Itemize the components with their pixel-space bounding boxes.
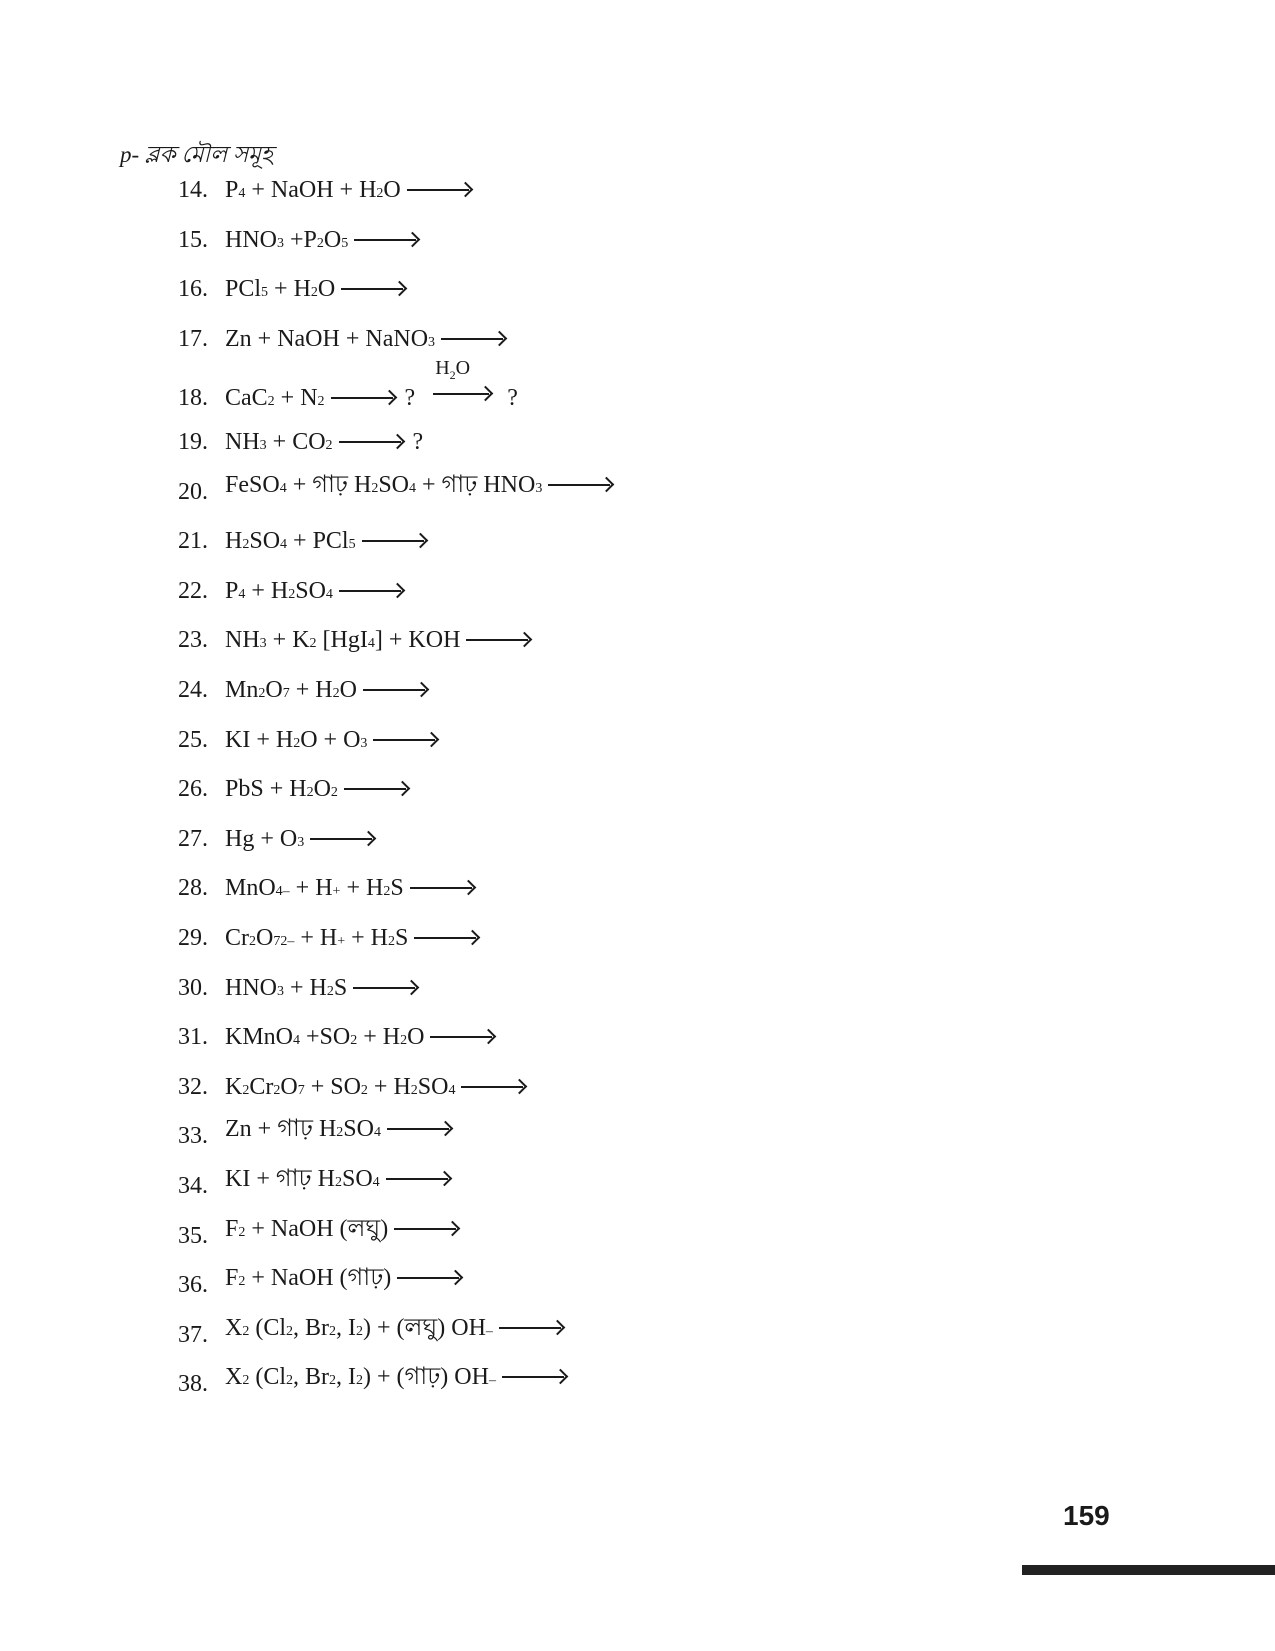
reaction-arrow-icon bbox=[414, 937, 476, 939]
formula-text: SO bbox=[343, 1116, 374, 1143]
reaction-equation: KI + গাঢ় H 2 SO 4 bbox=[225, 1160, 454, 1200]
formula-text: + NaOH (লঘু) bbox=[245, 1215, 389, 1242]
reaction-arrow-icon bbox=[362, 540, 424, 542]
reaction-number: 38. bbox=[178, 1371, 208, 1398]
reaction-equation: KMnO 4 +SO 2 + H 2 O bbox=[225, 1024, 498, 1051]
reaction-arrow-icon bbox=[548, 484, 610, 486]
formula-text: ) + (লঘু) OH bbox=[363, 1314, 486, 1341]
formula-text: O bbox=[280, 1073, 298, 1100]
formula-text: SO bbox=[378, 471, 410, 498]
reaction-equation: HNO 3 +P 2 O 5 bbox=[225, 227, 422, 254]
formula-text: [HgI bbox=[316, 627, 368, 654]
reaction-number: 34. bbox=[178, 1173, 208, 1199]
formula-text: S bbox=[395, 925, 409, 951]
formula-text: SO bbox=[341, 1166, 373, 1192]
formula-text: KMnO bbox=[225, 1024, 294, 1051]
formula-text: + H bbox=[367, 1073, 411, 1100]
reaction-arrow-icon bbox=[466, 639, 528, 641]
formula-text: +P bbox=[284, 226, 317, 253]
reaction-arrow-icon bbox=[344, 788, 406, 790]
formula-text: CaC bbox=[225, 385, 268, 412]
reaction-equation: CaC 2 + N 2 ? $H_2O$ ? bbox=[225, 357, 518, 412]
reaction-equation: X 2 (Cl 2 , Br 2 , I 2 ) + (লঘু) OH – bbox=[225, 1309, 567, 1349]
formula-text: + গাঢ় H bbox=[286, 471, 372, 498]
reaction-arrow-icon bbox=[354, 239, 416, 241]
reaction-arrow-icon bbox=[339, 590, 401, 592]
reaction-arrow-icon bbox=[331, 397, 393, 399]
formula-text: O bbox=[317, 276, 336, 303]
reagent-label-visual: $H_2O$ bbox=[435, 357, 471, 383]
formula-text: O bbox=[383, 177, 401, 203]
formula-text: P bbox=[225, 577, 239, 604]
formula-text: O bbox=[256, 925, 274, 951]
formula-text: NH bbox=[225, 429, 260, 455]
formula-text: + গাঢ় HNO bbox=[416, 471, 536, 498]
formula-text: NH bbox=[225, 627, 260, 654]
formula-text: (Cl bbox=[249, 1364, 287, 1391]
formula-text: ? bbox=[398, 385, 422, 412]
formula-text: S bbox=[390, 875, 404, 902]
reaction-number: 31. bbox=[178, 1024, 208, 1051]
reaction-arrow-icon bbox=[433, 393, 489, 395]
reaction-number: 26. bbox=[178, 776, 208, 803]
reaction-equation: Zn + NaOH + NaNO 3 bbox=[225, 326, 509, 353]
reaction-number: 20. bbox=[178, 478, 208, 505]
reaction-equation: F 2 + NaOH (গাঢ়) bbox=[225, 1259, 465, 1299]
reaction-number: 28. bbox=[178, 875, 208, 902]
reaction-arrow-icon bbox=[386, 1178, 448, 1180]
reaction-arrow-icon bbox=[461, 1086, 523, 1088]
reaction-equation: P 4 + NaOH + H 2 O bbox=[225, 177, 475, 204]
formula-text: S bbox=[333, 974, 348, 1001]
formula-text: X bbox=[225, 1364, 243, 1391]
formula-text: + NaOH (গাঢ়) bbox=[245, 1265, 392, 1292]
formula-text: O bbox=[313, 776, 331, 803]
formula-text: + H bbox=[289, 875, 333, 902]
formula-text: Zn + গাঢ় H bbox=[225, 1116, 337, 1143]
reaction-number: 36. bbox=[178, 1272, 208, 1299]
reaction-equation: Zn + গাঢ় H 2 SO 4 bbox=[225, 1110, 455, 1150]
reaction-equation: K 2 Cr 2 O 7 + SO 2 + H 2 SO 4 bbox=[225, 1074, 529, 1101]
page-number: 159 bbox=[1063, 1500, 1110, 1531]
formula-text: + H bbox=[289, 677, 333, 703]
reaction-number: 24. bbox=[178, 677, 208, 703]
formula-text: + H bbox=[340, 875, 384, 902]
reaction-arrow-icon bbox=[441, 338, 503, 340]
reaction-number: 30. bbox=[178, 974, 208, 1001]
formula-text: + PCl bbox=[287, 528, 349, 555]
reaction-equation: X 2 (Cl 2 , Br 2 , I 2 ) + (গাঢ়) OH – bbox=[225, 1358, 570, 1398]
formula-text: O bbox=[407, 1024, 425, 1051]
reaction-equation: FeSO 4 + গাঢ় H 2 SO 4 + গাঢ় HNO 3 bbox=[225, 466, 616, 506]
reaction-number: 25. bbox=[178, 726, 208, 753]
running-head: p- ব্লক মৌল সমূহ bbox=[120, 142, 273, 167]
reaction-equation: P 4 + H 2 SO 4 bbox=[225, 578, 407, 605]
formula-text: Cr bbox=[249, 1073, 274, 1100]
reaction-equation: F 2 + NaOH (লঘু) bbox=[225, 1210, 462, 1250]
formula-text: + H bbox=[245, 577, 289, 604]
formula-text: + H bbox=[357, 1024, 401, 1051]
formula-text: , I bbox=[336, 1314, 357, 1341]
reaction-equation: PCl 5 + H 2 O bbox=[225, 276, 409, 303]
formula-text: MnO bbox=[225, 875, 276, 902]
reaction-number: 33. bbox=[178, 1123, 208, 1150]
formula-text: ? bbox=[501, 385, 518, 412]
footer-rule bbox=[1022, 1565, 1275, 1575]
formula-text: + K bbox=[266, 627, 310, 654]
reaction-number: 37. bbox=[178, 1321, 208, 1348]
reaction-equation: Mn 2 O 7 + H 2 O bbox=[225, 677, 431, 704]
formula-text: F bbox=[225, 1265, 239, 1292]
reaction-number: 22. bbox=[178, 577, 208, 604]
formula-text: O bbox=[339, 677, 357, 703]
reaction-number: 35. bbox=[178, 1222, 208, 1249]
formula-text: Cr bbox=[225, 925, 249, 951]
formula-text: , Br bbox=[293, 1364, 330, 1391]
formula-text: O + O bbox=[300, 726, 361, 753]
formula-text: SO bbox=[417, 1073, 449, 1100]
reaction-arrow-icon bbox=[499, 1327, 561, 1329]
formula-text: FeSO bbox=[225, 471, 280, 498]
formula-text: SO bbox=[249, 528, 281, 555]
reaction-arrow-icon bbox=[407, 189, 469, 191]
formula-text: KI + গাঢ় H bbox=[225, 1166, 335, 1192]
reaction-arrow-icon bbox=[373, 739, 435, 741]
formula-text: SO bbox=[295, 577, 326, 604]
reaction-arrow-icon bbox=[397, 1277, 459, 1279]
reaction-arrow-icon bbox=[394, 1228, 456, 1230]
reaction-equation: NH 3 + K 2 [HgI 4 ] + KOH bbox=[225, 627, 534, 654]
reaction-equation: HNO 3 + H 2 S bbox=[225, 975, 421, 1002]
formula-text: X bbox=[225, 1314, 243, 1341]
formula-text: + H bbox=[345, 925, 388, 951]
formula-text: F bbox=[225, 1215, 239, 1242]
reaction-equation: PbS + H 2 O 2 bbox=[225, 776, 412, 803]
reaction-arrow-icon bbox=[310, 838, 372, 840]
formula-text: O bbox=[265, 677, 283, 703]
reaction-number: 16. bbox=[178, 276, 208, 303]
reaction-arrow-icon bbox=[339, 441, 401, 443]
formula-text: ) + (গাঢ়) OH bbox=[363, 1364, 489, 1391]
formula-text: HNO bbox=[225, 974, 277, 1001]
formula-text: Hg + O bbox=[225, 825, 298, 852]
reaction-number: 14. bbox=[178, 177, 208, 203]
formula-text: + H bbox=[294, 925, 338, 951]
reaction-arrow-icon bbox=[430, 1036, 492, 1038]
reaction-number: 23. bbox=[178, 627, 208, 654]
reaction-number: 21. bbox=[178, 528, 208, 555]
formula-text: Mn bbox=[225, 677, 259, 703]
reaction-equation: H 2 SO 4 + PCl 5 bbox=[225, 528, 430, 555]
formula-text: Zn + NaOH + NaNO bbox=[225, 325, 429, 352]
reagent-over-arrow bbox=[427, 357, 495, 412]
formula-text: KI + H bbox=[225, 726, 294, 753]
formula-text: + NaOH + H bbox=[245, 177, 377, 203]
reaction-arrow-icon bbox=[502, 1376, 564, 1378]
reaction-equation: Hg + O 3 bbox=[225, 826, 378, 853]
formula-text: P bbox=[225, 177, 239, 203]
reaction-number: 32. bbox=[178, 1073, 208, 1100]
formula-text: +SO bbox=[300, 1024, 351, 1051]
formula-text: ? bbox=[406, 429, 424, 455]
formula-text: + H bbox=[284, 974, 327, 1001]
formula-text: + N bbox=[274, 385, 318, 412]
reaction-number: 27. bbox=[178, 825, 208, 852]
reaction-number: 19. bbox=[178, 429, 208, 455]
formula-text: + SO bbox=[304, 1073, 361, 1100]
reaction-equation: MnO 4 – + H + + H 2 S bbox=[225, 875, 478, 902]
reaction-equation: Cr 2 O 7 2– + H + + H 2 S bbox=[225, 925, 482, 952]
formula-text: PbS + H bbox=[225, 776, 307, 803]
formula-text: PCl bbox=[225, 276, 262, 303]
formula-text: + H bbox=[268, 276, 311, 303]
reaction-arrow-icon bbox=[387, 1128, 449, 1130]
reaction-number: 15. bbox=[178, 226, 208, 253]
reaction-number: 18. bbox=[178, 385, 208, 412]
reaction-number: 29. bbox=[178, 925, 208, 951]
formula-text: ] + KOH bbox=[374, 627, 461, 654]
reaction-arrow-icon bbox=[410, 887, 472, 889]
formula-text: (Cl bbox=[249, 1314, 287, 1341]
reaction-number: 17. bbox=[178, 325, 208, 352]
reaction-equation: KI + H 2 O + O 3 bbox=[225, 727, 441, 754]
formula-text: , I bbox=[336, 1364, 357, 1391]
reaction-equation: NH 3 + CO 2 ? bbox=[225, 429, 424, 455]
reaction-arrow-icon bbox=[341, 288, 403, 290]
formula-text: + CO bbox=[266, 429, 326, 455]
formula-text: , Br bbox=[293, 1314, 330, 1341]
reaction-arrow-icon bbox=[363, 689, 425, 691]
reaction-arrow-icon bbox=[353, 987, 415, 989]
formula-text: HNO bbox=[225, 226, 277, 253]
formula-text: H bbox=[225, 528, 243, 555]
formula-text: O bbox=[323, 226, 342, 253]
formula-text: K bbox=[225, 1073, 243, 1100]
